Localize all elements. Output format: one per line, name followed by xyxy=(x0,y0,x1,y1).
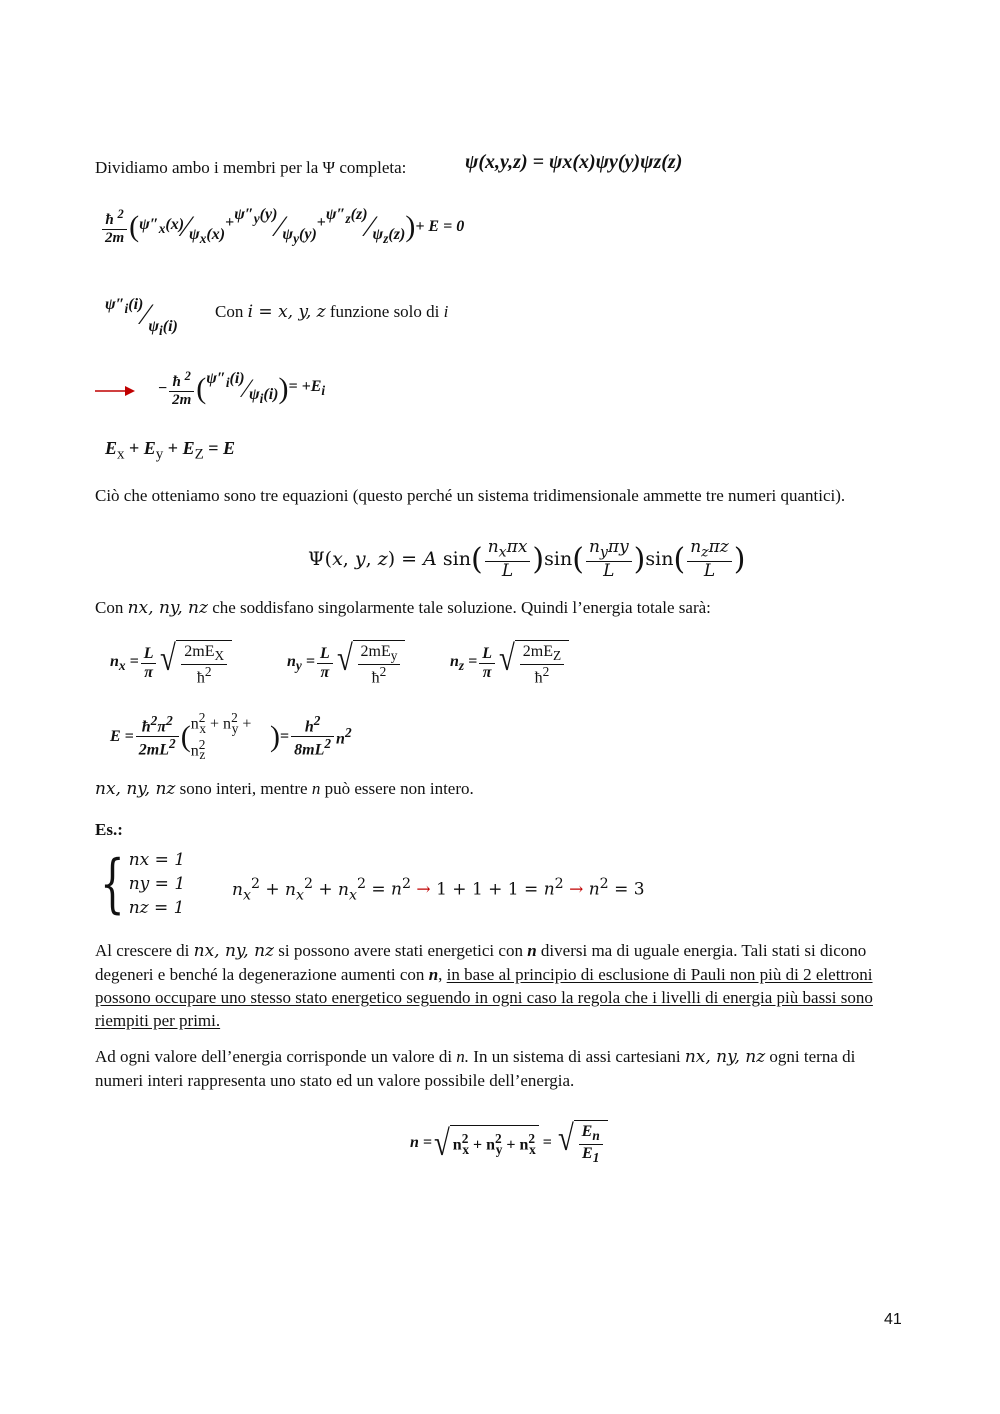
brace-icon: { xyxy=(100,847,125,921)
energy-sum: $E_x + E_y + E_Z = E$ xyxy=(105,438,236,463)
nz-formula: $n_z$ = $\frac{L}{\pi}$ √ $\frac{2mE_Z}{ħ^2}$ xyxy=(450,640,569,687)
intro-text: Dividiamo ambo i membri per la Ψ completa: xyxy=(95,158,407,177)
psi-solution-equation: Ψ(x, y, z) = A sin ( $\frac{n_x\pi x}{L}$ ) sin ( $\frac{n_y\pi y}{L}$ ) sin ( $\frac{n_z\pi z}{L}$ ) xyxy=(308,537,746,581)
paragraph-integers: nx, ny, nz sono interi, mentre n può essere non intero. xyxy=(95,779,474,799)
system-row-nz: nz = 1 xyxy=(128,898,185,918)
equation-i: − $\frac{ħ ^2}{2m}$ ( $\psi''_i(i)$ ⁄ $\psi_i(i)$ ) = $+E_i$ xyxy=(158,369,326,408)
nx-formula: $n_x$ = $\frac{L}{\pi}$ √ $\frac{2mE_X}{ħ^2}$ xyxy=(110,640,232,687)
paragraph-three-equations: Ciò che otteniamo sono tre equazioni (questo perché un sistema tridimensionale ammette tre numeri quantici). xyxy=(95,486,846,505)
intro-line xyxy=(95,156,406,179)
final-n-formula: n = √ $n^2_x + n^2_y + n^2_x$ = √ $\frac{E_n}{E_1}$ xyxy=(410,1120,608,1166)
psi-product-formula: ψ(x,y,z) = ψx(x)ψy(y)ψz(z) xyxy=(465,151,683,173)
arrow-right-icon xyxy=(95,382,137,400)
pauli-principle-text: in base al principio di esclusione di Pauli non più di 2 elettroni possono occupare uno stesso stato energetico seguendo in ogni caso la regola che i livelli di energia più bassi sono riempiti per primi. xyxy=(95,965,873,1030)
page-number: 41 xyxy=(884,1311,902,1328)
example-system xyxy=(92,848,185,920)
equation-sum-ratios: $\frac{ħ ^2}{2m}$ ( $\psi''_x(x)$ ⁄ $\psi_x(x)$ + $\psi''_y(y)$ ⁄ $\psi_y(y)$ + $\psi''_z(z)$ ⁄ $\psi_z(z)$ ) + E = 0 xyxy=(100,208,464,246)
paragraph-degenerate: Al crescere di nx, ny, nz si possono avere stati energetici con n diversi ma di uguale energia. Tali stati si dicono degeneri e benché la degenerazione aumenti con n, in base al principio di esclusione di Pauli non più di 2 elettroni possono occupare uno stesso stato energetico seguendo in ogni caso la regola che i livelli di energia più bassi sono riempiti per primi. xyxy=(95,941,873,1030)
system-row-nx: nx = 1 xyxy=(128,850,186,870)
example-label: Es.: xyxy=(95,820,123,839)
ny-formula: $n_y$ = $\frac{L}{\pi}$ √ $\frac{2mE_y}{ħ^2}$ xyxy=(287,640,405,687)
psi-i-ratio: $\psi''_i(i)$ ⁄ $\psi_i(i)$ xyxy=(105,296,178,339)
paragraph-energy-total: Con nx, ny, nz che soddisfano singolarmente tale soluzione. Quindi l’energia totale sarà: xyxy=(95,598,711,618)
paragraph-cartesian: Ad ogni valore dell’energia corrisponde un valore di n. In un sistema di assi cartesiani nx, ny, nz ogni terna di numeri interi rappresenta uno stato ed un valore possibile dell’energia. xyxy=(95,1047,856,1090)
con-line: Con i = x, y, z funzione solo di i xyxy=(215,302,449,322)
system-row-ny: ny = 1 xyxy=(128,874,186,894)
example-equation: $n_x^2 + n_x^2 + n_x^2 = n^2 \to 1 + 1 + 1 = n^2 \to n^2 = 3$ xyxy=(232,876,645,904)
total-energy-formula: E = $\frac{ħ^2\pi^2}{2mL^2}$ ( $n^2_x + n^2_y + n^2_z$ ) = $\frac{h^2}{8mL^2}$ $n^2$ xyxy=(110,710,352,763)
